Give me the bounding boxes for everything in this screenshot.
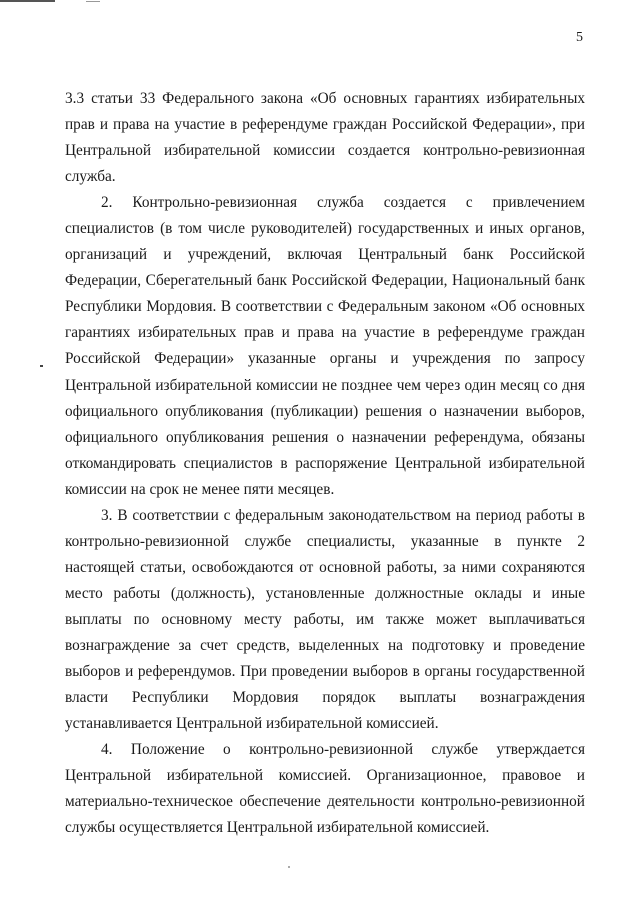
- paragraph-continuation: 3.3 статьи 33 Федерального закона «Об основных гарантиях избирательных прав и права на участие в референдуме граждан Российской Федерации», при Центральной избирательной комиссии создается контрольно-ревизионная служба.: [65, 90, 585, 186]
- scan-edge-mark: [86, 1, 100, 2]
- paragraph-item-3: 3. В соответствии с федеральным законодательством на период работы в контрольно-ревизионной службе специалисты, указанные в пункте 2 настоящей статьи, освобождаются от основной работы, за ними сохраняются место работы (должность), установленные должностные оклады и иные выплаты по основному месту работы, им также может выплачиваться вознаграждение за счет средств, выделенных на подготовку и проведение выборов и референдумов. При проведении выборов в органы государственной власти Республики Мордовия порядок выплаты вознаграждения устанавливается Центральной избирательной комиссией.: [65, 506, 585, 733]
- scan-edge-mark: [0, 0, 55, 2]
- margin-mark: [40, 365, 43, 367]
- page-number: 5: [576, 30, 583, 45]
- paragraph-item-2: 2. Контрольно-ревизионная служба создается с привлечением специалистов (в том числе руководителей) государственных и иных органов, организаций и учреждений, включая Центральный банк Российской Федерации, Сберегательный банк Российской Федерации, Национальный банк Республики Мордовия. В соответствии с Федеральным законом «Об основных гарантиях избирательных прав и права на участие в референдуме граждан Российской Федерации» указанные органы и учреждения по запросу Центральной избирательной комиссии не позднее чем через один месяц со дня официального опубликования (публикации) решения о назначении выборов, официального опубликования решения о назначении референдума, обязаны откомандировать специалистов в распоряжение Центральной избирательной комиссии на срок не менее пяти месяцев.: [65, 194, 585, 498]
- document-body: [65, 86, 585, 841]
- scan-speck: [288, 866, 290, 868]
- paragraph-item-4: 4. Положение о контрольно-ревизионной службе утверждается Центральной избирательной комиссией. Организационное, правовое и материально-техническое обеспечение деятельности контрольно-ревизионной службы осуществляется Центральной избирательной комиссией.: [65, 741, 585, 837]
